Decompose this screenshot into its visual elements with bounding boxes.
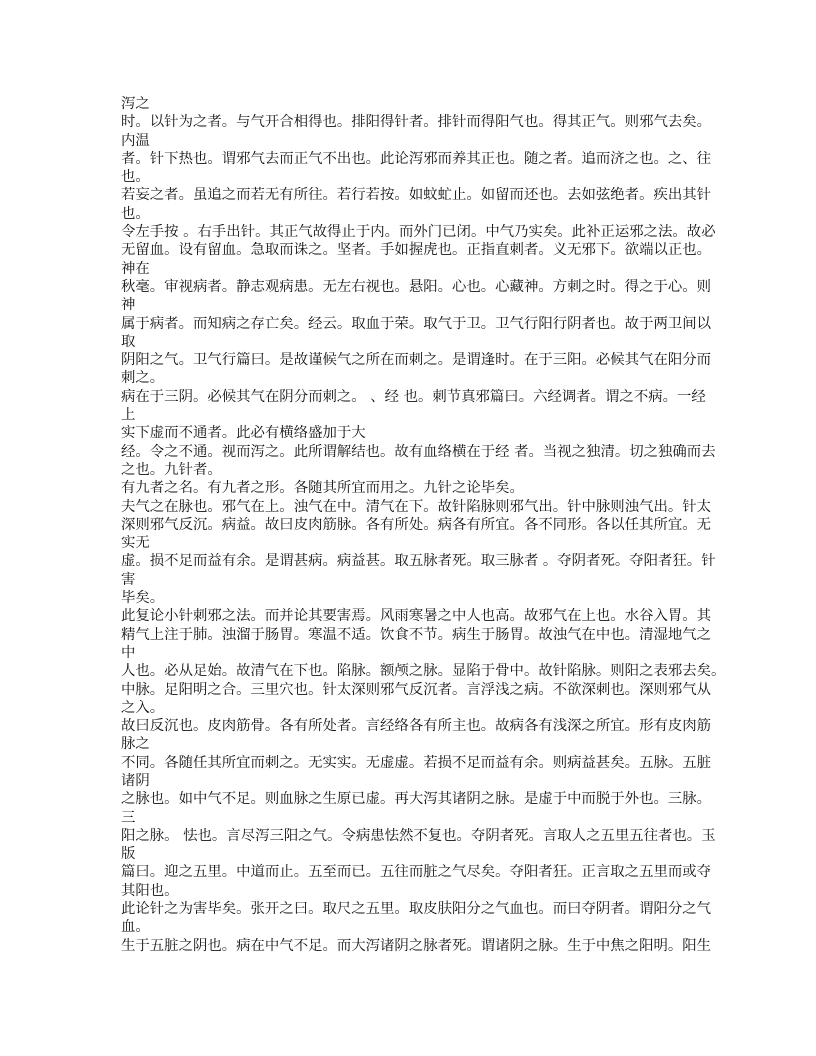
- text-line: 诸阴: [121, 772, 150, 789]
- text-line: 此复论小针刺邪之法。而并论其要害焉。风雨寒暑之中人也高。故邪气在上也。水谷入胃。其: [121, 608, 712, 625]
- text-line: 经。令之不通。视而泻之。此所谓解结也。故有血络横在于经 者。当视之独清。切之独确而去: [121, 443, 716, 460]
- text-line: 时。以针为之者。与气开合相得也。排阳得针者。排针而得阳气也。得其正气。则邪气去矣。: [121, 114, 712, 131]
- text-line: 刺之。: [121, 370, 165, 387]
- text-line: 之入。: [121, 699, 165, 716]
- text-line: 神: [121, 297, 136, 314]
- text-line: 中脉。足阳明之合。三里穴也。针太深则邪气反沉者。言浮浅之病。不欲深刺也。深则邪气从: [121, 681, 712, 698]
- text-line: 取: [121, 333, 136, 350]
- text-line: 精气上注于肺。浊溜于肠胃。寒温不适。饮食不节。病生于肠胃。故浊气在中也。清湿地气之: [121, 626, 712, 643]
- text-line: 此论针之为害毕矣。张开之曰。取尺之五里。取皮肤阳分之气血也。而曰夺阴者。谓阳分之气: [121, 901, 712, 918]
- text-line: 若妄之者。虽追之而若无有所往。若行若按。如蚊虻止。如留而还也。去如弦绝者。疾出其针: [121, 187, 712, 204]
- text-line: 无留血。设有留血。急取而诛之。坚者。手如握虎也。正指直刺者。义无邪下。欲端以正也。: [121, 242, 712, 259]
- text-line: 有九者之名。有九者之形。各随其所宜而用之。九针之论毕矣。: [121, 480, 524, 497]
- text-line: 阴阳之气。卫气行篇曰。是故谨候气之所在而刺之。是谓逢时。在于三阳。必候其气在阳分而: [121, 352, 712, 369]
- document-body: [121, 95, 726, 955]
- text-line: 病在于三阴。必候其气在阴分而刺之。 、经 也。刺节真邪篇曰。六经调者。谓之不病。一经: [121, 388, 706, 405]
- text-line: 上: [121, 407, 136, 424]
- text-line: 实无: [121, 535, 150, 552]
- text-line: 脉之: [121, 736, 150, 753]
- text-line: 虚。损不足而益有余。是谓甚病。病益甚。取五脉者死。取三脉者 。夺阴者死。夺阳者狂。针: [121, 553, 716, 570]
- text-line: 令左手按 。右手出针。其正气故得止于内。而外门已闭。中气乃实矣。此补正运邪之法。故必: [121, 224, 716, 241]
- text-line: 版: [121, 846, 136, 863]
- text-line: 生于五脏之阴也。病在中气不足。而大泻诸阴之脉者死。谓诸阴之脉。生于中焦之阳明。阳生: [121, 937, 712, 954]
- text-line: 阳之脉。 怯也。言尽泻三阳之气。令病患怯然不复也。夺阴者死。言取人之五里五往者也。玉: [121, 827, 716, 844]
- text-line: 不同。各随任其所宜而刺之。无实实。无虚虚。若损不足而益有余。则病益甚矣。五脉。五脏: [121, 754, 712, 771]
- text-line: 内温: [121, 132, 150, 149]
- text-line: 深则邪气反沉。病益。故曰皮肉筋脉。各有所处。病各有所宜。各不同形。各以任其所宜。无: [121, 516, 712, 533]
- text-line: 害: [121, 571, 136, 588]
- text-line: 秋毫。审视病者。静志观病患。无左右视也。悬阳。心也。心藏神。方刺之时。得之于心。则: [121, 278, 712, 295]
- text-line: 毕矣。: [121, 590, 165, 607]
- text-line: 人也。必从足始。故清气在下也。陷脉。额颅之脉。显陷于骨中。故针陷脉。则阳之表邪去矣。: [121, 663, 726, 680]
- text-line: 夫气之在脉也。邪气在上。浊气在中。清气在下。故针陷脉则邪气出。针中脉则浊气出。针太: [121, 498, 712, 515]
- text-line: 属于病者。而知病之存亡矣。经云。取血于荣。取气于卫。卫气行阳行阴者也。故于两卫间以: [121, 315, 712, 332]
- text-line: 也。: [121, 205, 150, 222]
- text-line: 中: [121, 644, 136, 661]
- text-line: 故曰反沉也。皮肉筋骨。各有所处者。言经络各有所主也。故病各有浅深之所宜。形有皮肉筋: [121, 718, 712, 735]
- text-line: 也。: [121, 169, 150, 186]
- text-line: 泻之: [121, 96, 150, 112]
- text-line: 之也。九针者。: [121, 461, 222, 478]
- text-line: 之脉也。如中气不足。则血脉之生原已虚。再大泻其诸阴之脉。是虚于中而脱于外也。三脉。: [121, 791, 712, 808]
- text-line: 者。针下热也。谓邪气去而正气不出也。此论泻邪而养其正也。随之者。追而济之也。之、往: [121, 150, 712, 167]
- text-line: 神在: [121, 260, 150, 277]
- text-line: 三: [121, 809, 136, 826]
- text-line: 其阳也。: [121, 882, 179, 899]
- text-line: 血。: [121, 919, 150, 936]
- text-line: 实下虚而不通者。此必有横络盛加于大: [121, 425, 366, 442]
- text-line: 篇曰。迎之五里。中道而止。五至而已。五往而脏之气尽矣。夺阳者狂。正言取之五里而或夺: [121, 864, 712, 881]
